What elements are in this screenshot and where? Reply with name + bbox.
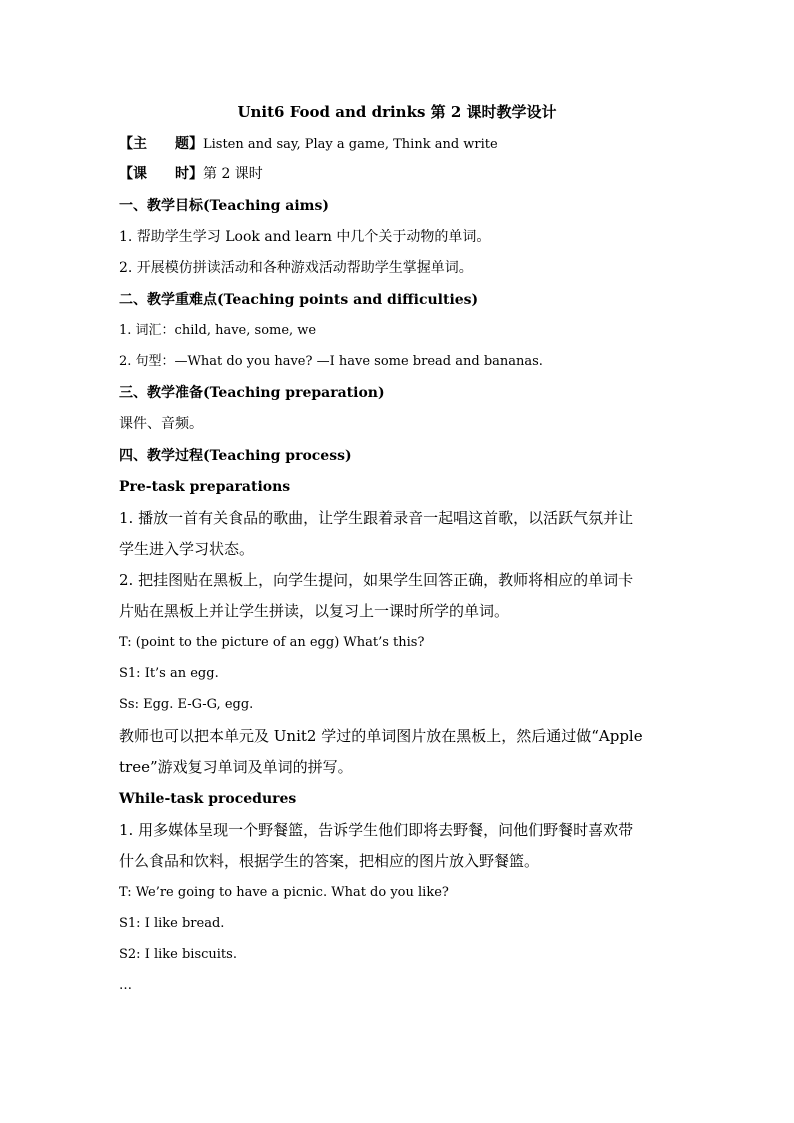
dialogue-line: S2: I like biscuits.: [119, 947, 237, 962]
dialogue-line: T: (point to the picture of an egg) What’s this?: [119, 635, 425, 650]
while-task-line: 1. 用多媒体呈现一个野餐篮，告诉学生他们即将去野餐，问他们野餐时喜欢带: [119, 821, 634, 839]
document-title: Unit6 Food and drinks 第 2 课时教学设计: [237, 103, 557, 121]
topic-line: [119, 134, 679, 155]
period-label-open: 【课: [119, 166, 147, 182]
dialogue-line: S1: I like bread.: [119, 916, 225, 931]
pre-task-line: 学生进入学习状态。: [119, 540, 255, 558]
dialogue-line: Ss: Egg. E-G-G, egg.: [119, 697, 254, 712]
topic-value: Listen and say, Play a game, Think and write: [203, 137, 498, 152]
topic-label-open: 【主: [119, 136, 147, 152]
topic-label-close: 题】: [175, 136, 203, 152]
points-item-1: 1. 词汇：child, have, some, we: [119, 323, 317, 338]
pre-task-heading: Pre-task preparations: [119, 479, 291, 495]
period-line: [119, 164, 679, 184]
dialogue-line: S1: It’s an egg.: [119, 666, 219, 681]
preparation-heading: 三、教学准备(Teaching preparation): [119, 385, 385, 401]
pre-task-line: 片贴在黑板上并让学生拼读，以复习上一课时所学的单词。: [119, 602, 510, 620]
points-heading: 二、教学重难点(Teaching points and difficulties): [119, 292, 479, 308]
period-value: 第 2 课时: [203, 166, 263, 182]
ellipsis-line: …: [119, 978, 132, 993]
dialogue-line: T: We’re going to have a picnic. What do you like?: [119, 885, 449, 900]
pre-task-line: 2. 把挂图贴在黑板上，向学生提问，如果学生回答正确，教师将相应的单词卡: [119, 571, 634, 589]
pre-task-line: 1. 播放一首有关食品的歌曲，让学生跟着录音一起唱这首歌，以活跃气氛并让: [119, 509, 634, 527]
while-task-heading: While-task procedures: [119, 791, 297, 807]
preparation-text: 课件、音频。: [119, 416, 203, 432]
pre-task-line: tree”游戏复习单词及单词的拼写。: [119, 758, 353, 776]
period-label-close: 时】: [175, 166, 203, 182]
points-item-2: 2. 句型：—What do you have? —I have some bread and bananas.: [119, 354, 543, 369]
while-task-line: 什么食品和饮料，根据学生的答案，把相应的图片放入野餐篮。: [119, 852, 540, 870]
process-heading: 四、教学过程(Teaching process): [119, 448, 352, 464]
aims-heading: 一、教学目标(Teaching aims): [119, 198, 329, 214]
aims-item-2: 2. 开展模仿拼读活动和各种游戏活动帮助学生掌握单词。: [119, 260, 473, 276]
pre-task-line: 教师也可以把本单元及 Unit2 学过的单词图片放在黑板上，然后通过做“Apple: [119, 727, 643, 745]
aims-item-1: 1. 帮助学生学习 Look and learn 中几个关于动物的单词。: [119, 229, 491, 245]
